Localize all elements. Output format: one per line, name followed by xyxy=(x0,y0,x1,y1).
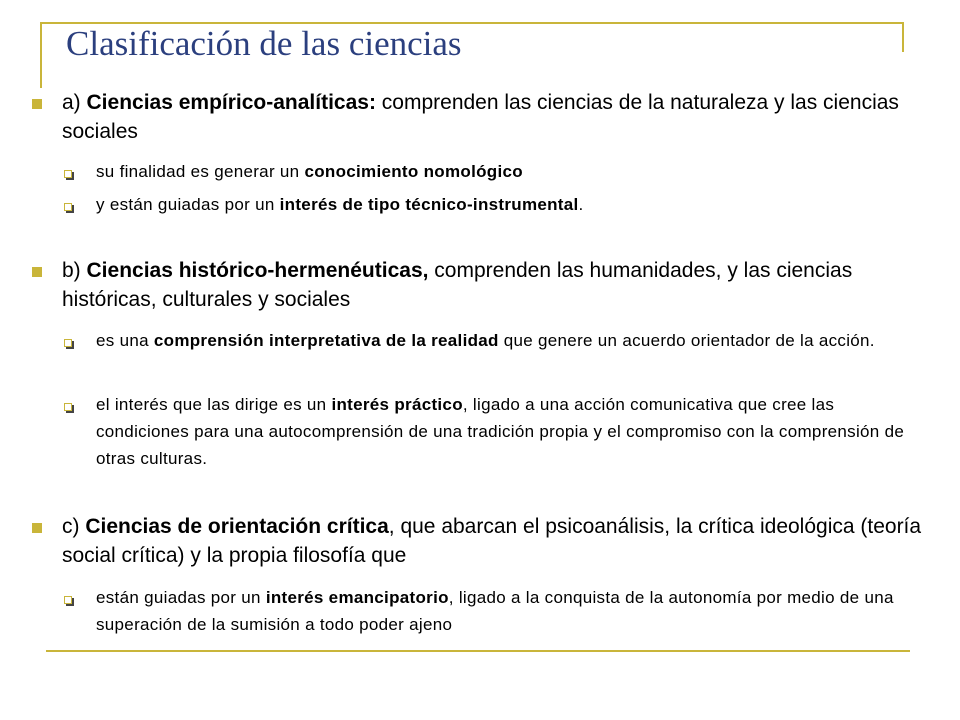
slide-title: Clasificación de las ciencias xyxy=(66,24,462,63)
section-c-text: c) Ciencias de orientación crítica, que abarcan el psicoanálisis, la crítica ideológica (teoría social crítica) y la propia filosofía que xyxy=(62,515,922,567)
bullet-square-icon xyxy=(32,99,42,109)
section-a-text: a) Ciencias empírico-analíticas: comprenden las ciencias de la naturaleza y las ciencias sociales xyxy=(62,91,899,143)
bullet-checkbox-icon xyxy=(64,203,72,211)
bullet-square-icon xyxy=(32,267,42,277)
bullet-square-icon xyxy=(32,523,42,533)
section-b-sub1: es una comprensión interpretativa de la realidad que genere un acuerdo orientador de la acción. xyxy=(96,331,875,350)
section-c-sub1: están guiadas por un interés emancipatorio, ligado a la conquista de la autonomía por medio de una superación de la sumisión a todo poder ajeno xyxy=(96,588,894,634)
section-a-sub1: su finalidad es generar un conocimiento nomológico xyxy=(96,162,523,181)
right-rule xyxy=(902,22,904,52)
section-b-sub2: el interés que las dirige es un interés práctico, ligado a una acción comunicativa que cree las condiciones para una autocomprensión de una tradición propia y el compromiso con la comprensión de otras culturas. xyxy=(96,395,905,468)
bullet-checkbox-icon xyxy=(64,339,72,347)
bullet-checkbox-icon xyxy=(64,403,72,411)
bullet-checkbox-icon xyxy=(64,170,72,178)
bottom-rule xyxy=(46,650,910,652)
bullet-checkbox-icon xyxy=(64,596,72,604)
section-b-text: b) Ciencias histórico-hermenéuticas, comprenden las humanidades, y las ciencias históricas, culturales y sociales xyxy=(62,259,853,311)
section-a-sub2: y están guiadas por un interés de tipo técnico-instrumental. xyxy=(96,195,584,214)
left-rule xyxy=(40,22,42,88)
